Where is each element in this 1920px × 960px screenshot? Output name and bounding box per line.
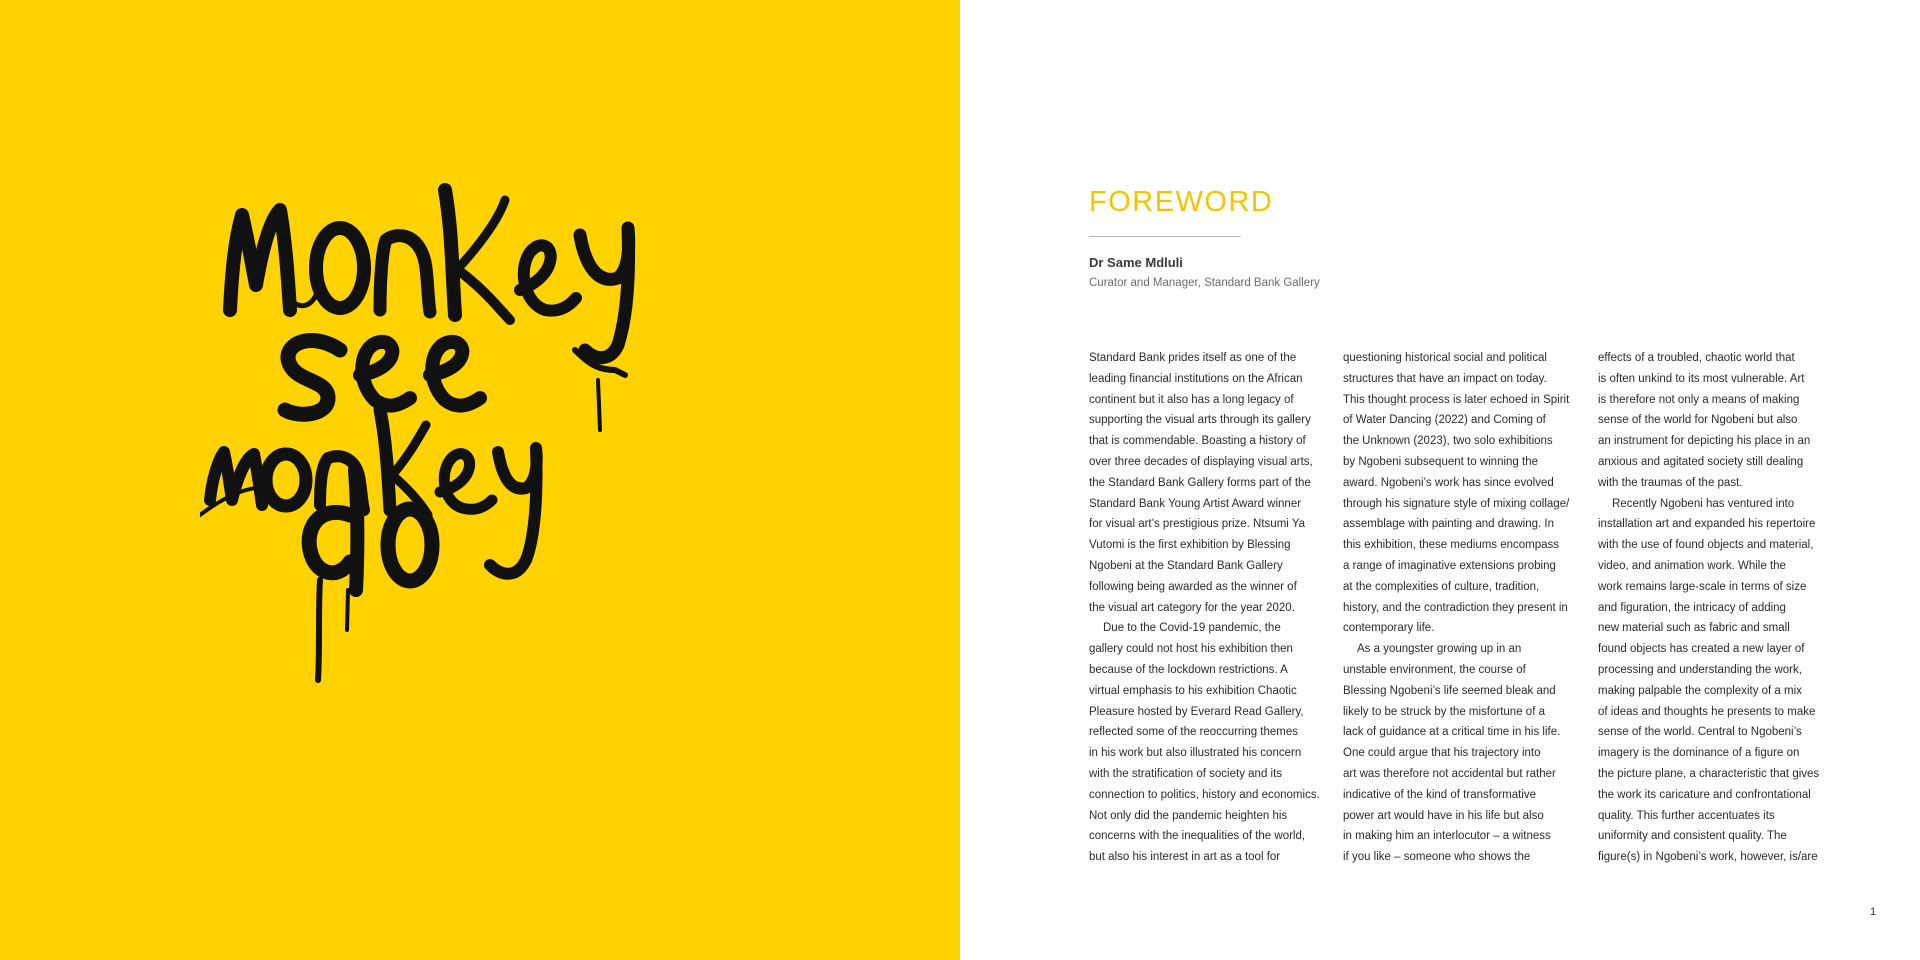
text-line: processing and understanding the work, [1598,663,1802,676]
text-line: sense of the world. Central to Ngobeni’s [1598,726,1802,739]
calligraphy-artwork [200,170,780,790]
text-line: power art would have in his life but also [1343,809,1544,822]
text-line: work remains large-scale in terms of size [1598,580,1807,593]
text-line: likely to be struck by the misfortune of a [1343,705,1545,718]
text-line: in making him an interlocutor – a witness [1343,830,1551,843]
text-line: because of the lockdown restrictions. A [1089,663,1288,676]
text-line: installation art and expanded his repertoire [1598,518,1816,531]
text-line: at the complexities of culture, tradition, [1343,580,1540,593]
text-line: uniformity and consistent quality. The [1598,830,1787,843]
text-line: Blessing Ngobeni’s life seemed bleak and [1343,684,1556,697]
text-line: contemporary life. [1343,622,1435,635]
text-line: lack of guidance at a critical time in his life. [1343,726,1561,739]
text-line: found objects has created a new layer of [1598,643,1805,656]
text-line: gallery could not host his exhibition then [1089,643,1293,656]
text-line: this exhibition, these mediums encompass [1343,539,1560,552]
text-line: over three decades of displaying visual arts, [1089,455,1313,468]
text-line: This thought process is later echoed in Spirit [1343,393,1570,406]
text-line: indicative of the kind of transformative [1343,788,1537,801]
text-line: concerns with the inequalities of the world, [1089,830,1306,843]
text-line: supporting the visual arts through its gallery [1089,414,1311,427]
author-name: Dr Same Mdluli [1089,255,1183,270]
text-line: history, and the contradiction they present in [1343,601,1568,614]
text-line: questioning historical social and political [1343,352,1547,364]
text-line: is often unkind to its most vulnerable. Art [1598,372,1805,385]
text-line: figure(s) in Ngobeni’s work, however, is/are [1598,851,1818,864]
text-line: Vutomi is the first exhibition by Blessing [1089,539,1291,552]
text-line: Standard Bank prides itself as one of the [1089,352,1297,364]
text-column-1 [1089,348,1329,868]
text-line: unstable environment, the course of [1343,663,1526,676]
text-line: Not only did the pandemic heighten his [1089,809,1288,822]
text-line: Recently Ngobeni has ventured into [1612,497,1795,510]
text-line: Ngobeni at the Standard Bank Gallery [1089,559,1283,572]
text-line: structures that have an impact on today. [1343,372,1547,385]
text-line: effects of a troubled, chaotic world that [1598,352,1795,364]
text-line: for visual art’s prestigious prize. Ntsumi Ya [1089,518,1306,531]
foreword-page [960,0,1920,960]
text-line: video, and animation work. While the [1598,559,1786,572]
text-line: the work its caricature and confrontational [1598,788,1811,801]
text-line: the Standard Bank Gallery forms part of the [1089,476,1311,489]
author-role: Curator and Manager, Standard Bank Gallery [1089,277,1320,289]
text-line: in his work but also illustrated his concern [1089,747,1302,760]
text-line: of ideas and thoughts he presents to make [1598,705,1816,718]
text-line: with the use of found objects and material, [1598,539,1814,552]
text-column-3 [1598,348,1838,868]
text-line: reflected some of the reoccurring themes [1089,726,1299,739]
heading-divider [1089,236,1241,237]
text-line: assemblage with painting and drawing. In [1343,518,1554,531]
text-line: following being awarded as the winner of [1089,580,1297,593]
page-number: 1 [1870,906,1877,918]
text-line: new material such as fabric and small [1598,622,1790,635]
text-line: the Unknown (2023), two solo exhibitions [1343,435,1553,448]
text-line: Standard Bank Young Artist Award winner [1089,497,1302,510]
text-line: making palpable the complexity of a mix [1598,684,1802,697]
text-line: that is commendable. Boasting a history of [1089,435,1306,448]
text-line: the picture plane, a characteristic that gives [1598,767,1820,780]
text-line: sense of the world for Ngobeni but also [1598,414,1798,427]
text-line: with the stratification of society and its [1089,767,1283,780]
text-line: Due to the Covid-19 pandemic, the [1103,622,1281,635]
text-line: connection to politics, history and economics. [1089,788,1320,801]
text-line: of Water Dancing (2022) and Coming of [1343,414,1546,427]
text-line: leading financial institutions on the African [1089,372,1303,385]
text-line: quality. This further accentuates its [1598,809,1775,822]
text-line: an instrument for depicting his place in an [1598,435,1811,448]
text-line: if you like – someone who shows the [1343,851,1531,864]
page-title: FOREWORD [1089,186,1274,218]
text-line: continent but it also has a long legacy of [1089,393,1294,406]
text-line: virtual emphasis to his exhibition Chaotic [1089,684,1297,697]
text-line: the visual art category for the year 2020. [1089,601,1295,614]
text-line: As a youngster growing up in an [1357,643,1522,656]
text-column-2 [1343,348,1583,868]
text-line: Pleasure hosted by Everard Read Gallery, [1089,705,1304,718]
text-line: through his signature style of mixing collage/ [1343,497,1570,510]
text-line: a range of imaginative extensions probing [1343,559,1556,572]
text-line: award. Ngobeni’s work has since evolved [1343,476,1554,489]
text-line: anxious and agitated society still dealing [1598,455,1804,468]
text-line: by Ngobeni subsequent to winning the [1343,455,1539,468]
text-line: is therefore not only a means of making [1598,393,1800,406]
text-line: One could argue that his trajectory into [1343,747,1541,760]
text-line: art was therefore not accidental but rather [1343,767,1556,780]
text-line: and figuration, the intricacy of adding [1598,601,1786,614]
text-line: imagery is the dominance of a figure on [1598,747,1800,760]
text-line: with the traumas of the past. [1598,476,1743,489]
text-line: but also his interest in art as a tool for [1089,851,1281,864]
